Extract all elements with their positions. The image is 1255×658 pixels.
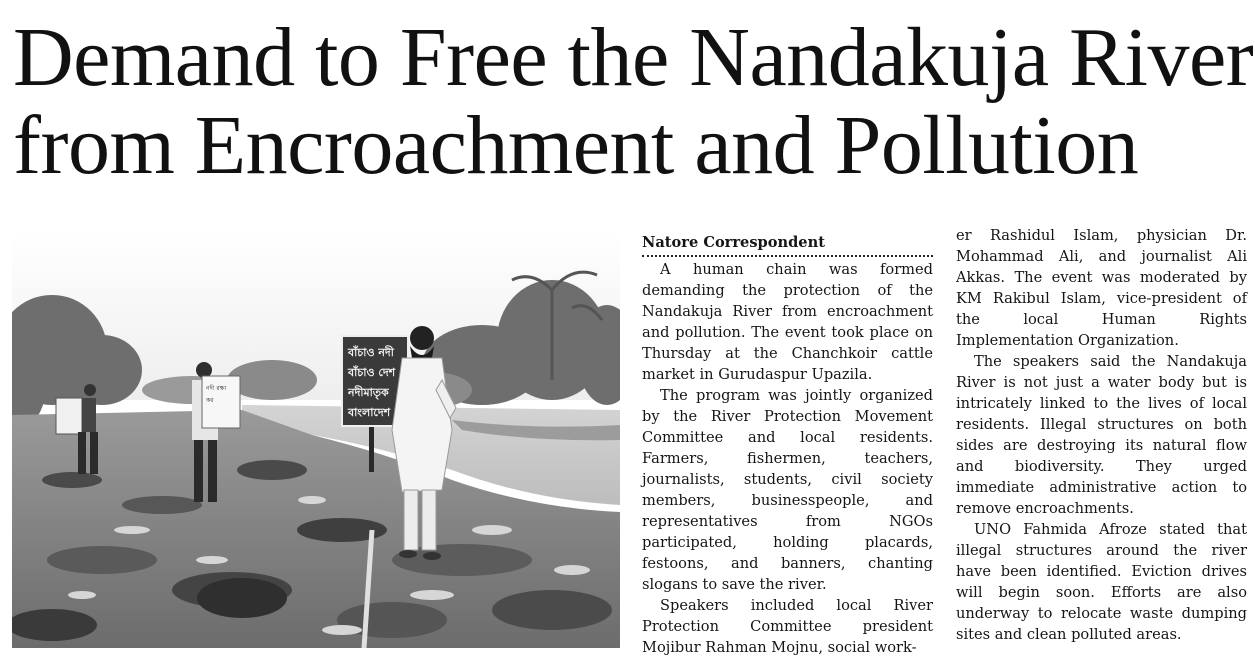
article-column-2 (956, 225, 1247, 645)
byline: Natore Correspondent (642, 232, 933, 257)
sack (197, 578, 287, 618)
paragraph: The program was jointly organized by the River Protection Movement Committee and local residents. Farmers, fishermen, teachers, journalists, students, civil society members, businesspeople, and representatives from NGOs participated, holding placards, festoons, and banners, chanting slogans to save the river. (642, 387, 933, 593)
river-protest-photo (12, 230, 620, 648)
small-placard-line-1: নদী রক্ষা (206, 385, 227, 392)
placard-line-2: বাঁচাও দেশ (348, 366, 396, 379)
placard-line-3: নদীমাতৃক (348, 386, 389, 399)
news-photo (12, 230, 620, 648)
headline (13, 11, 1254, 192)
article-column-1 (642, 232, 933, 658)
headline-line-1: Demand to Free the Nandakuja River (13, 11, 1254, 104)
placard-line-1: বাঁচাও নদী (348, 346, 394, 359)
paragraph: er Rashidul Islam, physician Dr. Mohammad Ali, and journalist Ali Akkas. The event was moderated by KM Rakibul Islam, vice-president of the local Human Rights Implementation Organization. (956, 227, 1247, 349)
paragraph: UNO Fahmida Afroze stated that illegal structures around the river have been identified. Eviction drives will begin soon. Efforts are also underway to relocate waste dumping sites and clean polluted areas. (956, 521, 1247, 643)
small-placard-line-2: কর (206, 397, 214, 404)
paragraph: A human chain was formed demanding the protection of the Nandakuja River from encroachment and pollution. The event took place on Thursday at the Chanchkoir cattle market in Gurudaspur Upazila. (642, 261, 933, 383)
placard-line-4: বাংলাদেশ (348, 406, 391, 419)
headline-line-2: from Encroachment and Pollution (13, 99, 1139, 192)
paragraph: The speakers said the Nandakuja River is not just a water body but is intricately linked to the lives of local residents. Illegal structures on both sides are destroying its natural flow and biodiversity. They urged immediate administrative action to remove encroachments. (956, 353, 1247, 517)
paragraph: Speakers included local River Protection Committee president Mojibur Rahman Mojnu, social work- (642, 597, 933, 656)
